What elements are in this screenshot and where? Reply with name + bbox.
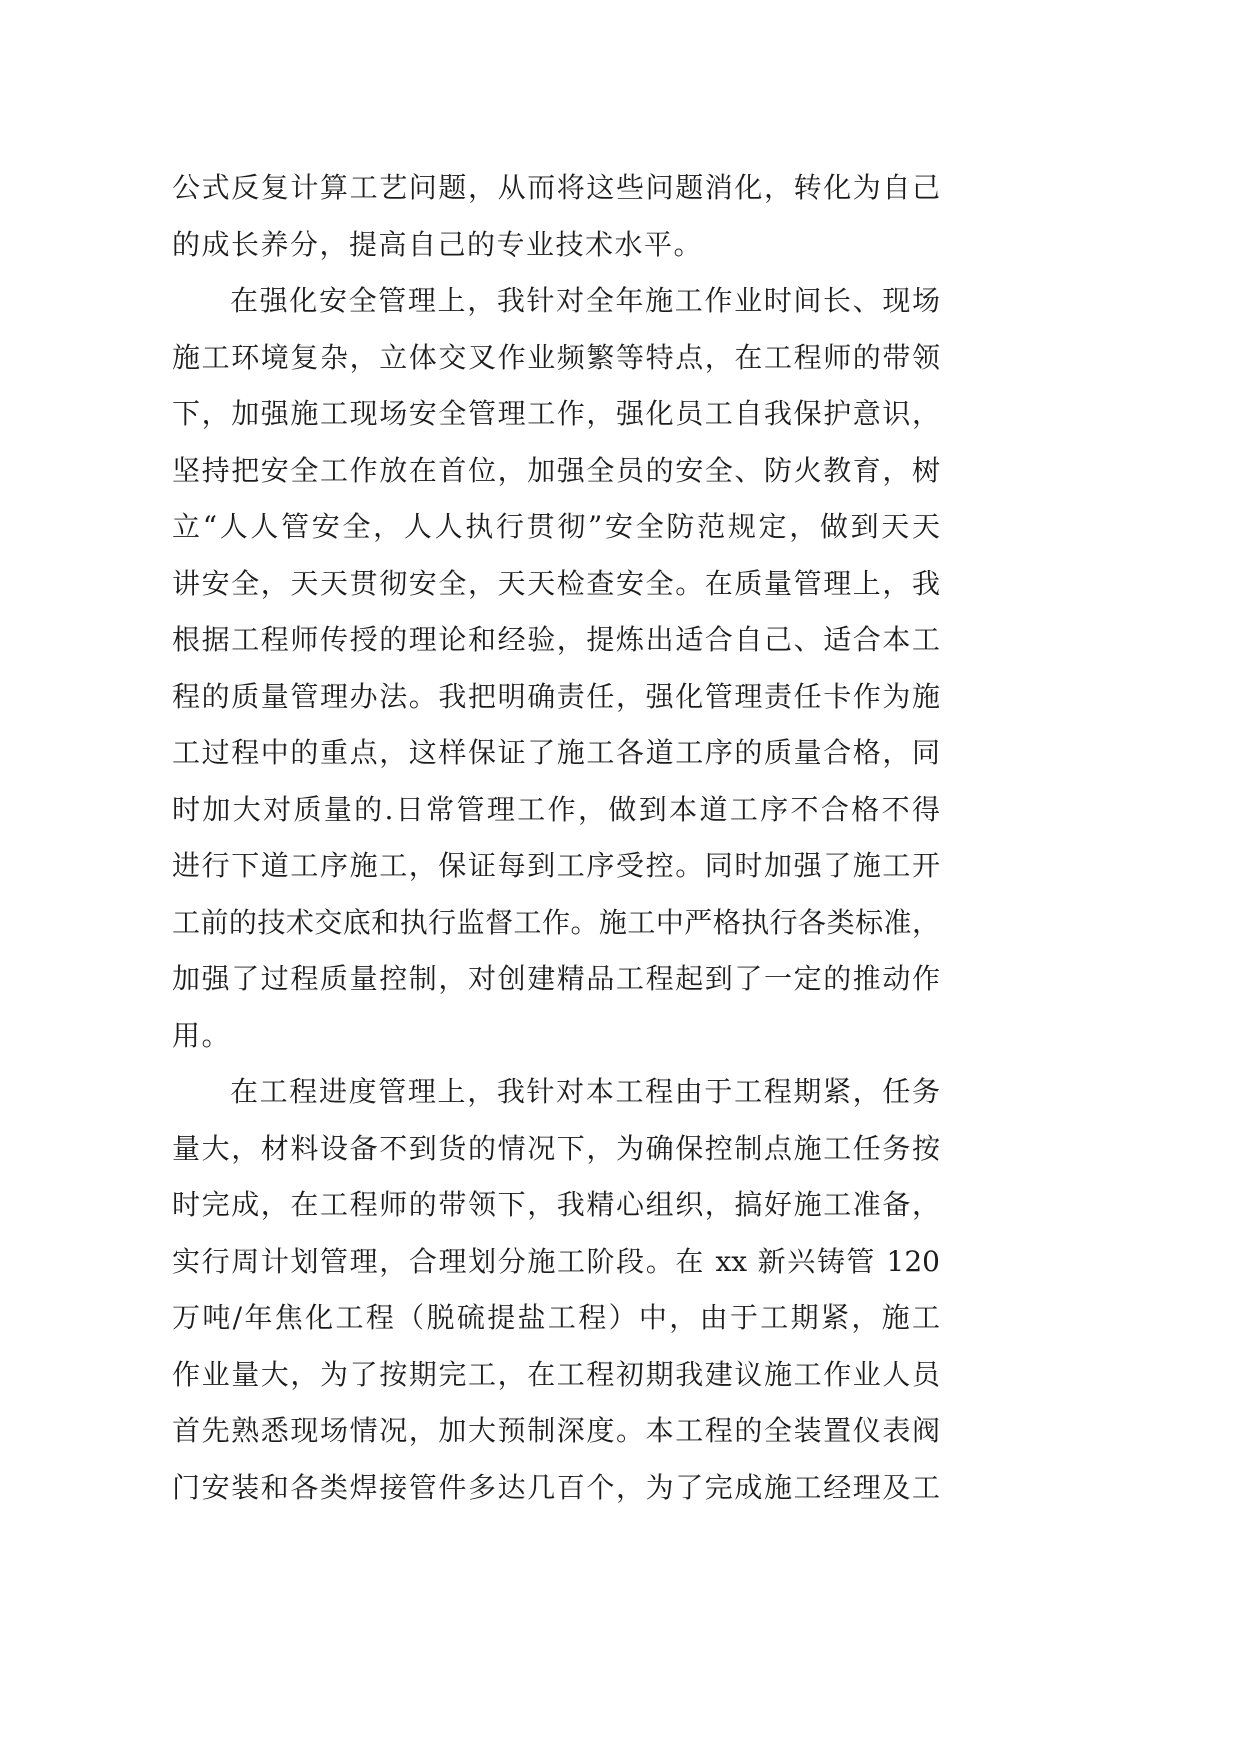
text-line: 进行下道工序施工，保证每到工序受控。同时加强了施工开 — [172, 849, 940, 882]
text-line: 讲安全，天天贯彻安全，天天检查安全。在质量管理上，我 — [172, 566, 940, 600]
text-line: 在强化安全管理上，我针对全年施工作业时间长、现场 — [230, 284, 940, 317]
text-line: 实行周计划管理，合理划分施工阶段。在 xx 新兴铸管 120 — [172, 1244, 940, 1278]
text-line: 万吨/年焦化工程（脱硫提盐工程）中，由于工期紧，施工 — [172, 1301, 940, 1334]
body-text — [172, 160, 940, 1516]
text-line: 加强了过程质量控制，对创建精品工程起到了一定的推动作 — [172, 962, 940, 995]
text-line: 工过程中的重点，这样保证了施工各道工序的质量合格，同 — [172, 736, 940, 769]
text-line: 首先熟悉现场情况，加大预制深度。本工程的全装置仪表阀 — [172, 1414, 940, 1447]
paragraph-1 — [172, 160, 940, 273]
text-line: 的成长养分，提高自己的专业技术水平。 — [172, 227, 704, 261]
text-line: 门安装和各类焊接管件多达几百个，为了完成施工经理及工 — [172, 1470, 940, 1504]
paragraph-2 — [172, 273, 940, 1064]
text-line: 施工环境复杂，立体交叉作业频繁等特点，在工程师的带领 — [172, 340, 940, 374]
text-line: 根据工程师传授的理论和经验，提炼出适合自己、适合本工 — [172, 623, 940, 656]
text-line: 时加大对质量的.日常管理工作，做到本道工序不合格不得 — [172, 792, 940, 826]
text-line: 坚持把安全工作放在首位，加强全员的安全、防火教育，树 — [172, 453, 940, 487]
text-line: 在工程进度管理上，我针对本工程由于工程期紧，任务 — [230, 1075, 940, 1108]
text-line: 程的质量管理办法。我把明确责任，强化管理责任卡作为施 — [172, 679, 940, 713]
text-line: 作业量大，为了按期完工，在工程初期我建议施工作业人员 — [172, 1357, 940, 1391]
text-line: 时完成，在工程师的带领下，我精心组织，搞好施工准备， — [172, 1188, 940, 1221]
text-line: 用。 — [172, 1018, 232, 1052]
text-line: 立“人人管安全，人人执行贯彻”安全防范规定，做到天天 — [172, 510, 940, 543]
text-line: 工前的技术交底和执行监督工作。施工中严格执行各类标准， — [172, 905, 940, 939]
text-line: 公式反复计算工艺问题，从而将这些问题消化，转化为自己 — [172, 171, 940, 204]
text-line: 量大，材料设备不到货的情况下，为确保控制点施工任务按 — [172, 1131, 940, 1165]
text-line: 下，加强施工现场安全管理工作，强化员工自我保护意识， — [172, 397, 940, 430]
paragraph-3 — [172, 1064, 940, 1516]
